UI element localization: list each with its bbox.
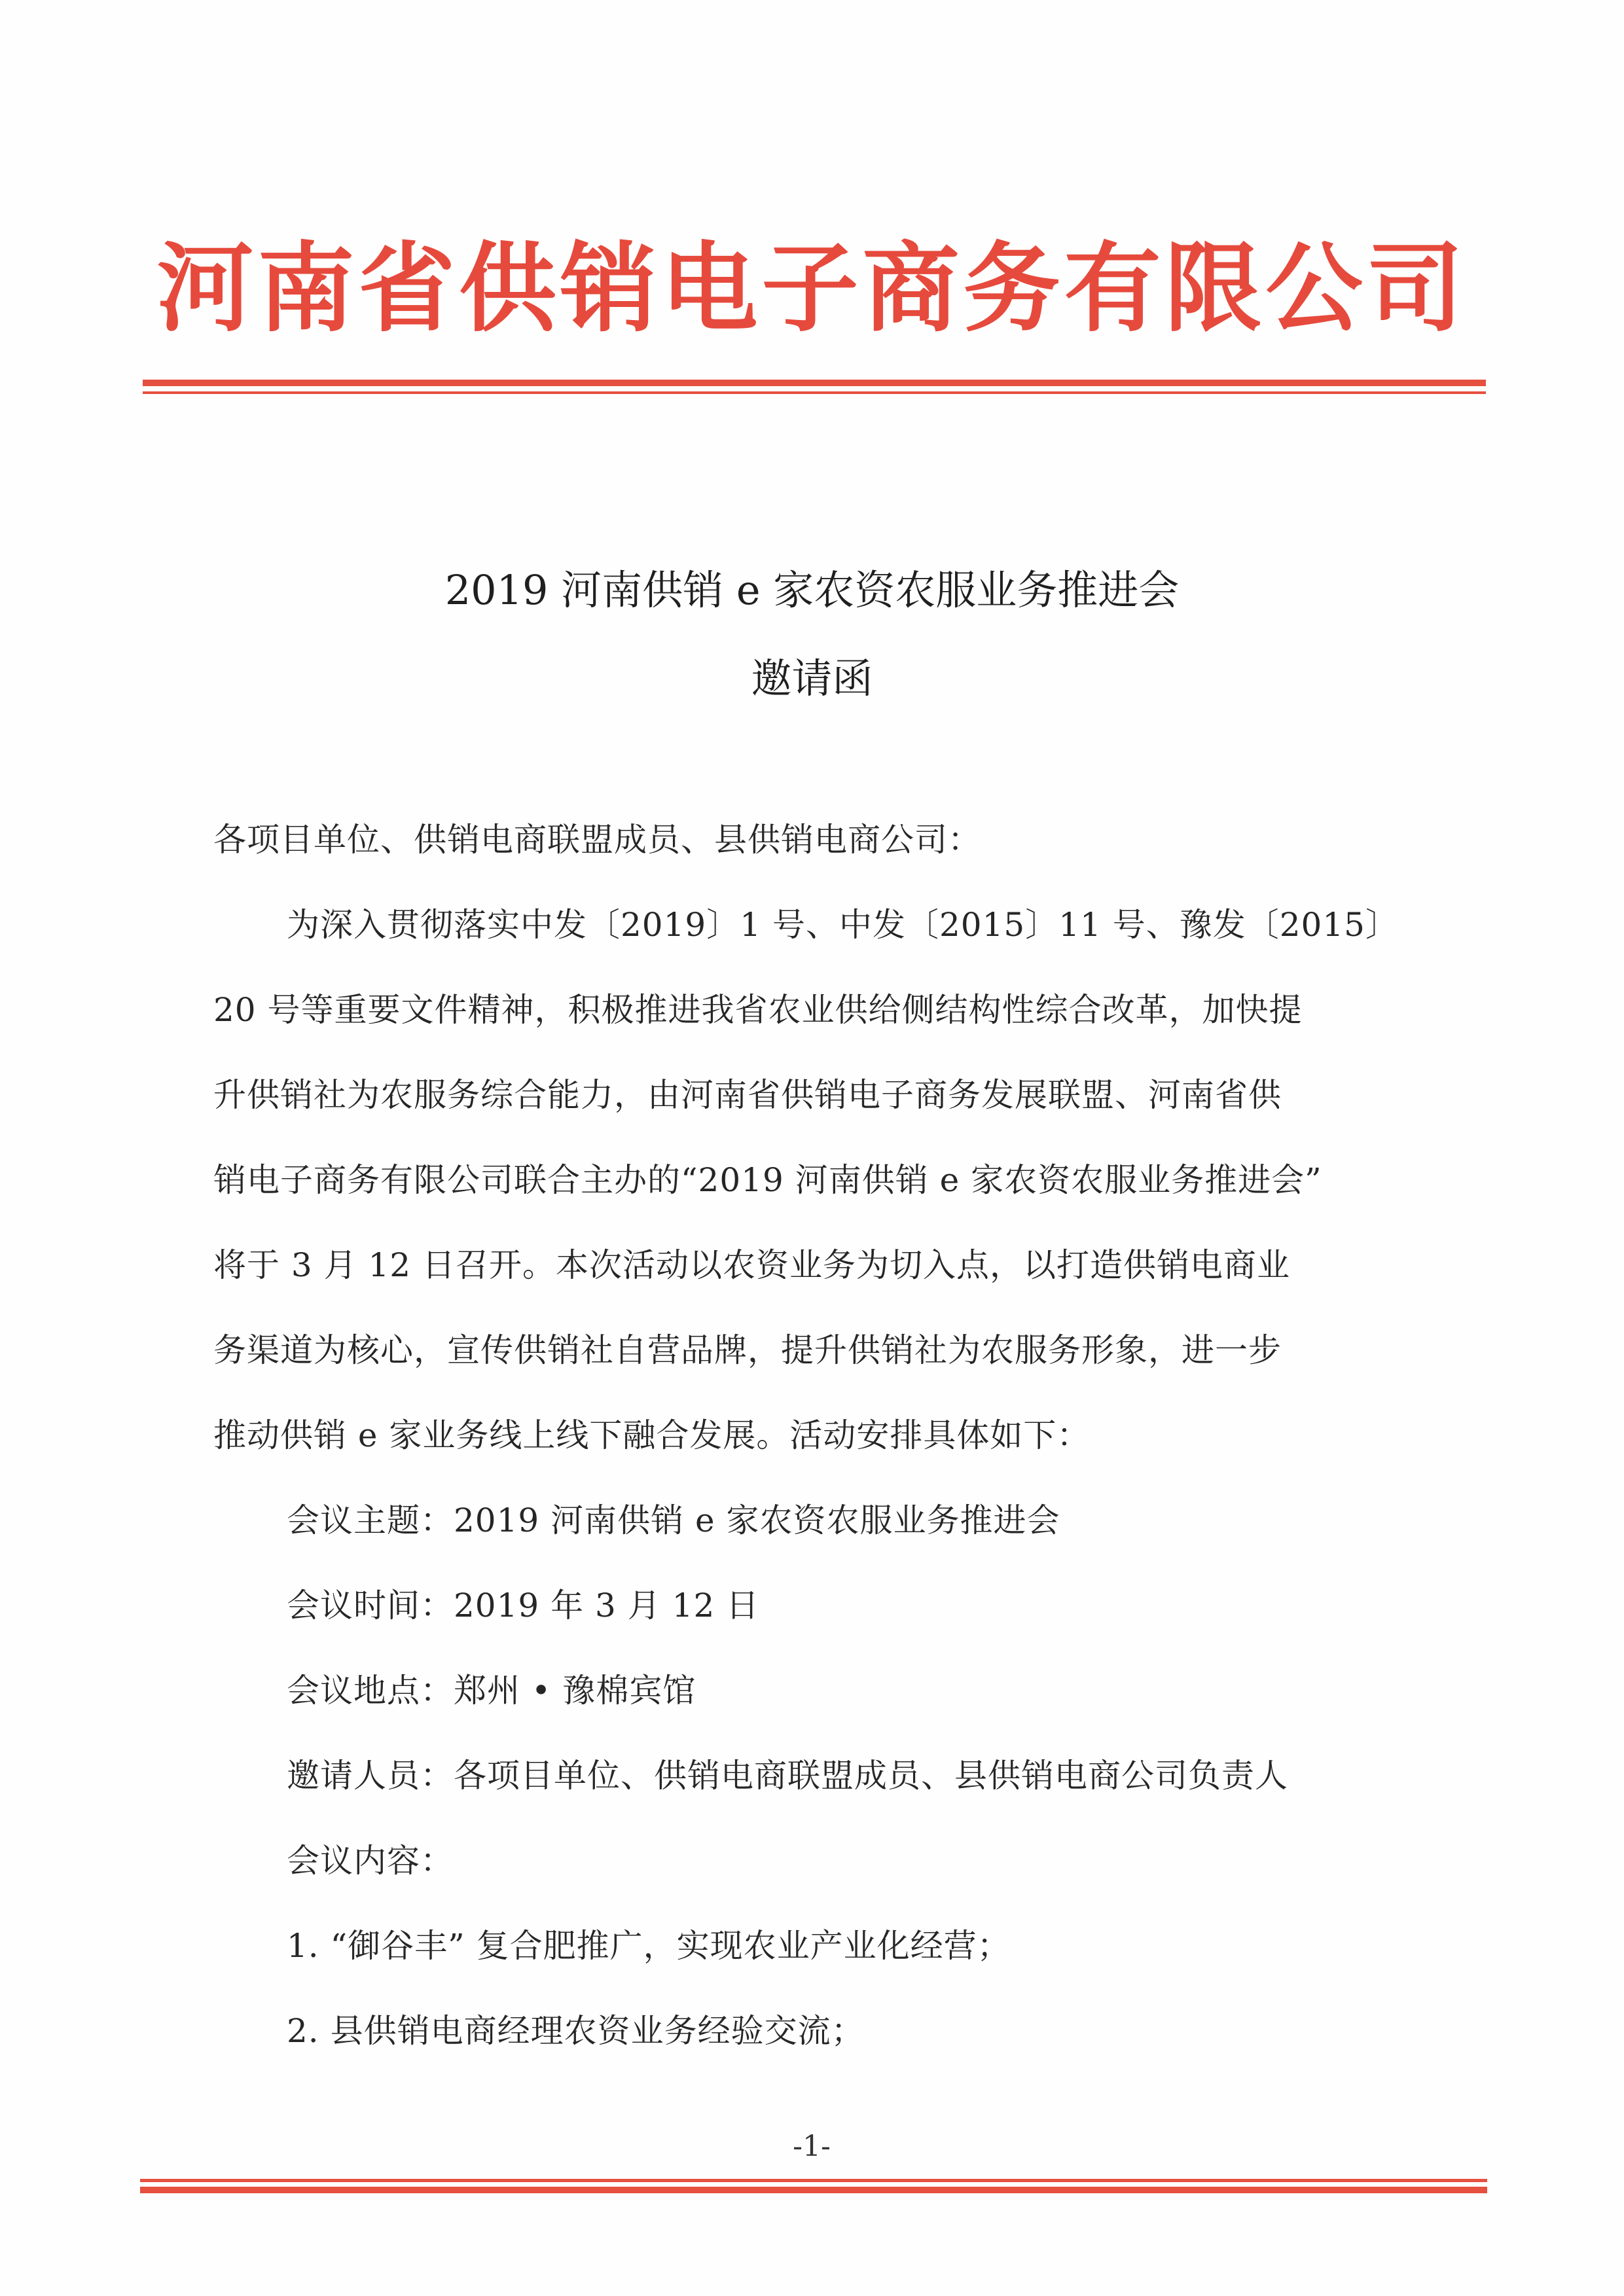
body-line: 将于 3 月 12 日召开。本次活动以农资业务为切入点，以打造供销电商业: [213, 1246, 1291, 1284]
body-line: 为深入贯彻落实中发〔2019〕1 号、中发〔2015〕11 号、豫发〔2015〕: [287, 906, 1399, 944]
letterhead-divider-thick: [143, 380, 1486, 386]
meeting-time: 会议时间：2019 年 3 月 12 日: [287, 1587, 760, 1624]
body-line: 销电子商务有限公司联合主办的“2019 河南供销 e 家农资农服业务推进会”: [213, 1161, 1322, 1199]
meeting-location: 会议地点：郑州 • 豫棉宾馆: [287, 1672, 696, 1710]
letterhead-company-name: 河南省供销电子商务有限公司: [156, 231, 1468, 345]
meeting-content-label: 会议内容：: [287, 1842, 454, 1880]
footer-divider-thick: [140, 2187, 1487, 2193]
invited-attendees: 邀请人员：各项目单位、供销电商联盟成员、县供销电商公司负责人: [287, 1757, 1288, 1795]
meeting-theme: 会议主题：2019 河南供销 e 家农资农服业务推进会: [287, 1501, 1060, 1539]
body-line: 20 号等重要文件精神，积极推进我省农业供给侧结构性综合改革，加快提: [213, 991, 1303, 1029]
agenda-item: 2. 县供销电商经理农资业务经验交流；: [287, 2012, 865, 2050]
salutation: 各项目单位、供销电商联盟成员、县供销电商公司：: [213, 821, 981, 859]
document-title: 2019 河南供销 e 家农资农服业务推进会: [444, 566, 1180, 614]
body-line: 务渠道为核心，宣传供销社自营品牌，提升供销社为农服务形象，进一步: [213, 1331, 1282, 1369]
body-line: 推动供销 e 家业务线上线下融合发展。活动安排具体如下：: [213, 1416, 1091, 1454]
page-number: -1-: [793, 2130, 831, 2163]
footer-divider-thin: [140, 2179, 1487, 2182]
letterhead-divider-thin: [143, 391, 1486, 394]
body-line: 升供销社为农服务综合能力，由河南省供销电子商务发展联盟、河南省供: [213, 1076, 1282, 1114]
document-subtitle: 邀请函: [751, 655, 873, 702]
agenda-item: 1. “御谷丰” 复合肥推广，实现农业产业化经营；: [287, 1927, 1011, 1965]
